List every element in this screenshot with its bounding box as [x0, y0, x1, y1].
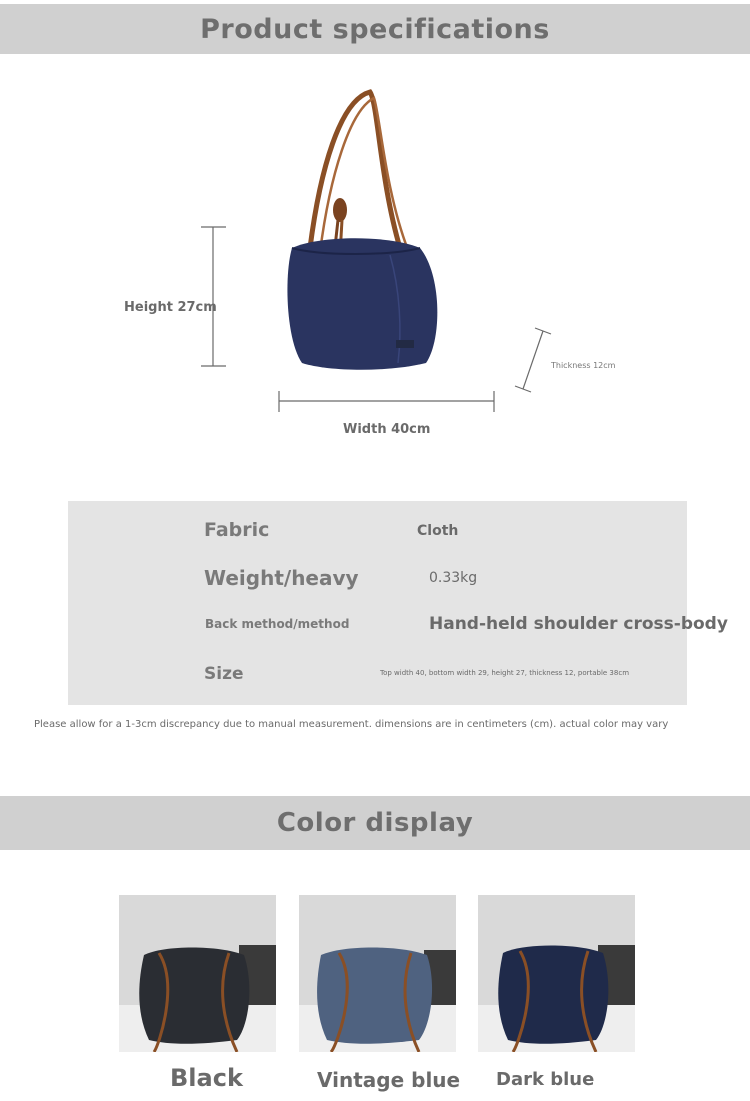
color-display-banner	[0, 796, 750, 850]
thickness-dimension-line	[523, 331, 543, 389]
spec-table	[68, 501, 728, 705]
color-name-vintage-blue: Vintage blue	[317, 1068, 461, 1092]
color-swatch-black[interactable]	[119, 895, 276, 1052]
spec-label-weight: Weight/heavy	[204, 566, 359, 590]
spec-value-fabric: Cloth	[417, 523, 459, 539]
width-label: Width 40cm	[343, 422, 431, 437]
height-label: Height 27cm	[124, 300, 217, 315]
color-name-black: Black	[170, 1064, 243, 1092]
product-dimension-figure	[180, 80, 620, 450]
bag-photo-vintage-blue	[299, 895, 456, 1052]
product-specifications-banner	[0, 4, 750, 54]
spec-value-back-method: Hand-held shoulder cross-body	[429, 614, 728, 634]
color-swatch-dark-blue[interactable]	[478, 895, 635, 1052]
bag-photo-black	[119, 895, 276, 1052]
section-title: Color display	[276, 808, 474, 838]
thickness-label: Thickness 12cm	[551, 361, 616, 370]
measurement-disclaimer: Please allow for a 1-3cm discrepancy due to manual measurement. dimensions are in centimeters (cm). actual color may vary	[34, 719, 669, 730]
color-name-dark-blue: Dark blue	[496, 1069, 595, 1090]
section-title: Product specifications	[200, 13, 550, 45]
spec-value-weight: 0.33kg	[429, 570, 478, 586]
bag-photo-dark-blue	[478, 895, 635, 1052]
spec-label-back-method: Back method/method	[205, 617, 350, 631]
spec-label-fabric: Fabric	[204, 519, 270, 541]
color-swatch-vintage-blue[interactable]	[299, 895, 456, 1052]
spec-value-size: Top width 40, bottom width 29, height 27, thickness 12, portable 38cm	[380, 669, 630, 677]
spec-label-size: Size	[204, 664, 244, 684]
